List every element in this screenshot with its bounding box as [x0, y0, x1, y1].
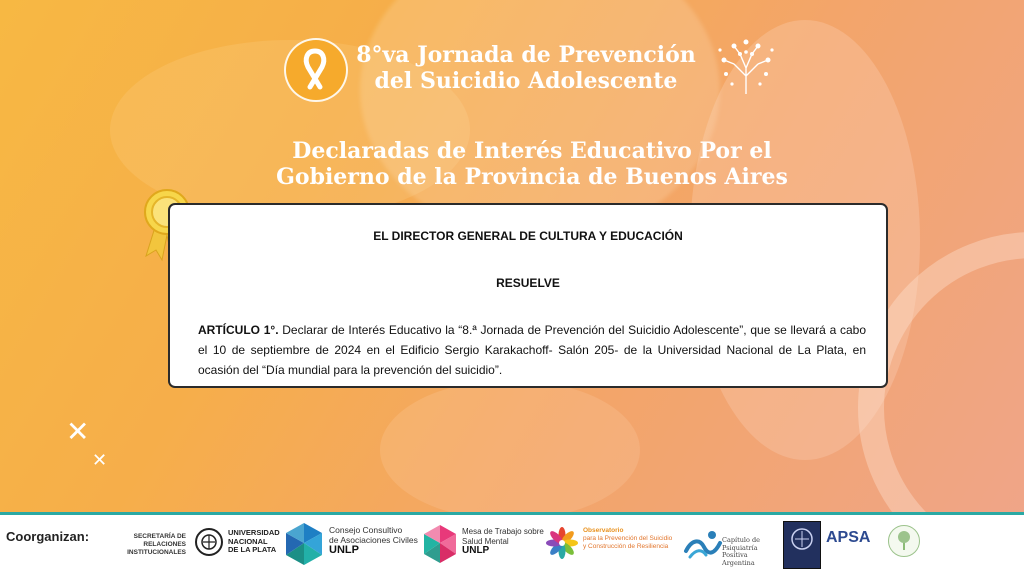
consejo-hexagon-icon — [282, 521, 326, 567]
background-glow — [380, 380, 640, 520]
subtitle-line-2: Gobierno de la Provincia de Buenos Aires — [276, 164, 788, 190]
capitulo-wave-icon — [682, 525, 722, 565]
sparkle-icon: ✕ — [66, 415, 90, 448]
article-paragraph — [198, 320, 866, 380]
awareness-ribbon-icon — [284, 38, 348, 102]
secretaria-logo-text — [92, 533, 186, 557]
cap-line-4: Argentina — [722, 558, 755, 567]
event-title-line-1: 8°va Jornada de Prevención — [356, 42, 696, 68]
capitulo-logo-text — [722, 537, 760, 567]
secretaria-line-1: SECRETARÍA DE — [133, 533, 186, 540]
sparkle-icon: ✕ — [92, 450, 108, 471]
coorganizers-label: Coorganizan: — [6, 529, 90, 544]
secretaria-line-2: RELACIONES INSTITUCIONALES — [127, 541, 186, 556]
cap-line-1: Capítulo de — [722, 536, 760, 544]
tree-seal-icon — [888, 525, 920, 557]
resuelve-heading: RESUELVE — [496, 276, 560, 290]
event-title-line-2: del Suicidio Adolescente — [374, 68, 678, 94]
mesa-line-2: Salud Mental — [462, 536, 509, 546]
unlp-seal-icon — [194, 525, 224, 559]
event-title — [340, 42, 712, 94]
observatorio-flower-icon — [546, 527, 578, 559]
mesa-logo-text — [462, 527, 544, 556]
unlp-line-3: DE LA PLATA — [228, 545, 277, 554]
observatorio-logo-text — [583, 527, 672, 551]
declaration-subtitle — [232, 138, 832, 190]
red-mundial-logo-icon — [783, 521, 821, 569]
resolution-card — [168, 203, 888, 388]
unlp-logo-text — [228, 529, 280, 555]
mesa-line-1: Mesa de Trabajo sobre — [462, 527, 544, 536]
consejo-line-1: Consejo Consultivo — [329, 525, 403, 535]
consejo-line-3: UNLP — [329, 544, 359, 556]
mesa-line-3: UNLP — [462, 545, 490, 556]
director-heading: EL DIRECTOR GENERAL DE CULTURA Y EDUCACIÓN — [373, 229, 683, 243]
article-label: ARTÍCULO 1°. — [198, 323, 279, 337]
unlp-line-1: UNIVERSIDAD — [228, 528, 280, 537]
unlp-line-2: NACIONAL — [228, 536, 268, 546]
subtitle-line-1: Declaradas de Interés Educativo Por el — [292, 138, 772, 164]
article-text: Declarar de Interés Educativo la “8.ª Jornada de Prevención del Suicidio Adolescente”, que se llevará a cabo el 10 de septiembre de 2024 en el Edificio Sergio Karakachoff- Salón 205- de la Universidad Nacional de La Plata, en ocasión del “Día mundial para la prevención del suicidio”. — [198, 323, 866, 377]
cap-line-3: Positiva — [722, 551, 748, 559]
consejo-logo-text — [329, 525, 418, 555]
obs-line-2: para la Prevención del Suicidio — [583, 535, 673, 542]
coorganizers-footer — [0, 512, 1024, 576]
obs-line-1: Observatorio — [583, 527, 624, 534]
obs-line-3: y Construcción de Resiliencia — [583, 543, 669, 550]
cap-line-2: Psiquiatría — [722, 543, 758, 552]
tree-of-life-icon — [712, 34, 780, 102]
mesa-hexagon-icon — [420, 523, 460, 565]
apsa-logo-text: APSA — [826, 529, 871, 546]
consejo-line-2: de Asociaciones Civiles — [329, 535, 418, 545]
